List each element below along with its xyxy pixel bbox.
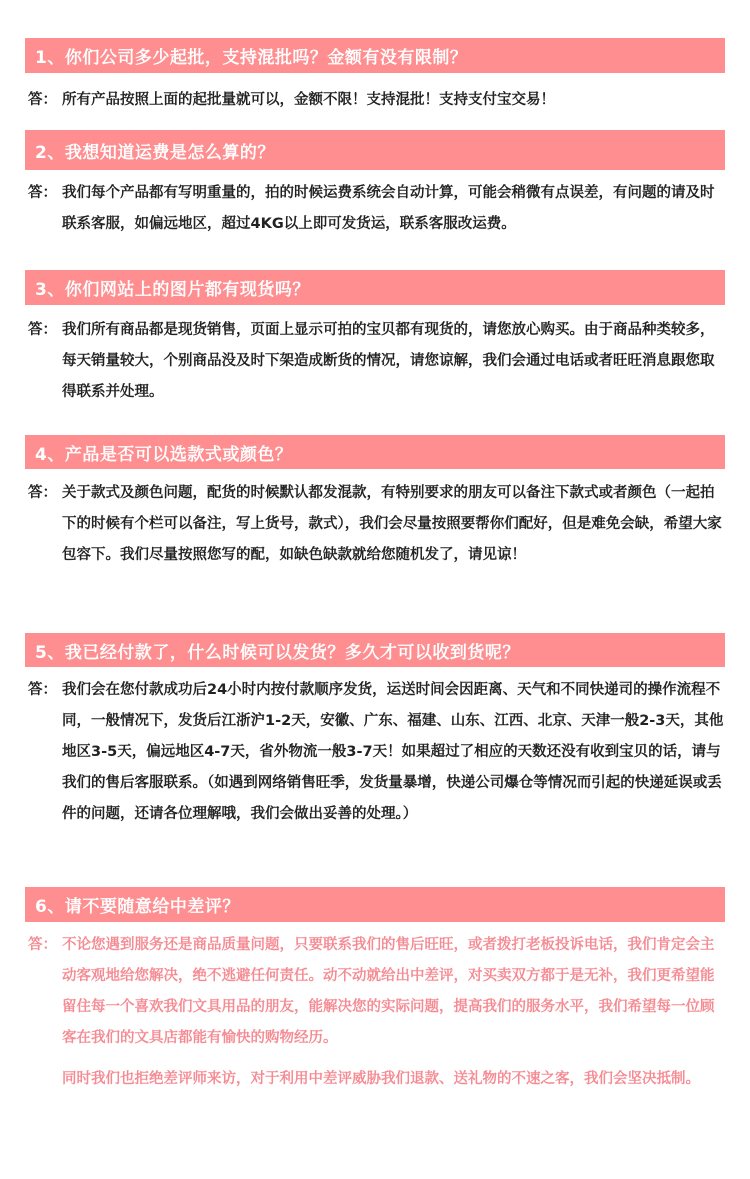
- faq-answer-4: [28, 478, 728, 571]
- answer-prefix: 答：: [28, 682, 57, 698]
- answer-text-extra: 同时我们也拒绝差评师来访，对于利用中差评威胁我们退款、送礼物的不速之客，我们会坚决抵制。: [62, 1071, 700, 1087]
- answer-prefix: 答：: [28, 485, 57, 501]
- answer-prefix: 答：: [28, 937, 57, 953]
- faq-question-1: 1、你们公司多少起批，支持混批吗？金额有没有限制？: [25, 38, 725, 73]
- faq-question-3: 3、你们网站上的图片都有现货吗？: [25, 270, 725, 305]
- answer-text: 不论您遇到服务还是商品质量问题，只要联系我们的售后旺旺，或者拨打老板投诉电话，我们肯定会主动客观地给您解决，绝不逃避任何责任。动不动就给出中差评，对买卖双方都于是无补，我们更希望能留住每一个喜欢我们文具用品的朋友，能解决您的实际问题，提高我们的服务水平，我们希望每一位顾客在我们的文具店都能有愉快的购物经历。: [62, 937, 715, 1046]
- answer-text: 我们会在您付款成功后24小时内按付款顺序发货，运送时间会因距离、天气和不同快递司的操作流程不同，一般情况下，发货后江浙沪1-2天，安徽、广东、福建、山东、江西、北京、天津一般2-3天，其他地区3-5天，偏远地区4-7天，省外物流一般3-7天！如果超过了相应的天数还没有收到宝贝的话，请与我们的售后客服联系。（如遇到网络销售旺季，发货量暴增，快递公司爆仓等情况而引起的快递延误或丢件的问题，还请各位理解哦，我们会做出妥善的处理。）: [62, 682, 724, 822]
- faq-question-4: 4、产品是否可以选款式或颜色？: [25, 435, 725, 469]
- faq-answer-5: [28, 675, 728, 830]
- faq-question-5: 5、我已经付款了，什么时候可以发货？多久才可以收到货呢？: [25, 633, 725, 667]
- faq-answer-1: [28, 85, 728, 116]
- answer-text: 关于款式及颜色问题，配货的时候默认都发混款，有特别要求的朋友可以备注下款式或者颜色（一起拍下的时候有个栏可以备注，写上货号，款式），我们会尽量按照要帮你们配好，但是难免会缺，希望大家包容下。我们尽量按照您写的配，如缺色缺款就给您随机发了，请见谅！: [62, 485, 722, 563]
- answer-prefix: 答：: [28, 185, 57, 201]
- answer-prefix: 答：: [28, 92, 57, 108]
- faq-question-2: 2、我想知道运费是怎么算的？: [25, 130, 725, 170]
- answer-prefix: 答：: [28, 322, 57, 338]
- answer-text: 我们所有商品都是现货销售，页面上显示可拍的宝贝都有现货的，请您放心购买。由于商品种类较多，每天销量较大，个别商品没及时下架造成断货的情况，请您谅解，我们会通过电话或者旺旺消息跟您取得联系并处理。: [62, 322, 715, 400]
- faq-question-6: 6、请不要随意给中差评？: [25, 887, 725, 922]
- answer-text: 我们每个产品都有写明重量的，拍的时候运费系统会自动计算，可能会稍微有点误差，有问题的请及时联系客服，如偏远地区，超过4KG以上即可发货运，联系客服改运费。: [62, 185, 715, 232]
- faq-answer-6: [28, 930, 728, 1095]
- faq-answer-3: [28, 315, 728, 408]
- answer-text: 所有产品按照上面的起批量就可以，金额不限！支持混批！支持支付宝交易！: [62, 92, 555, 108]
- faq-answer-2: [28, 178, 728, 240]
